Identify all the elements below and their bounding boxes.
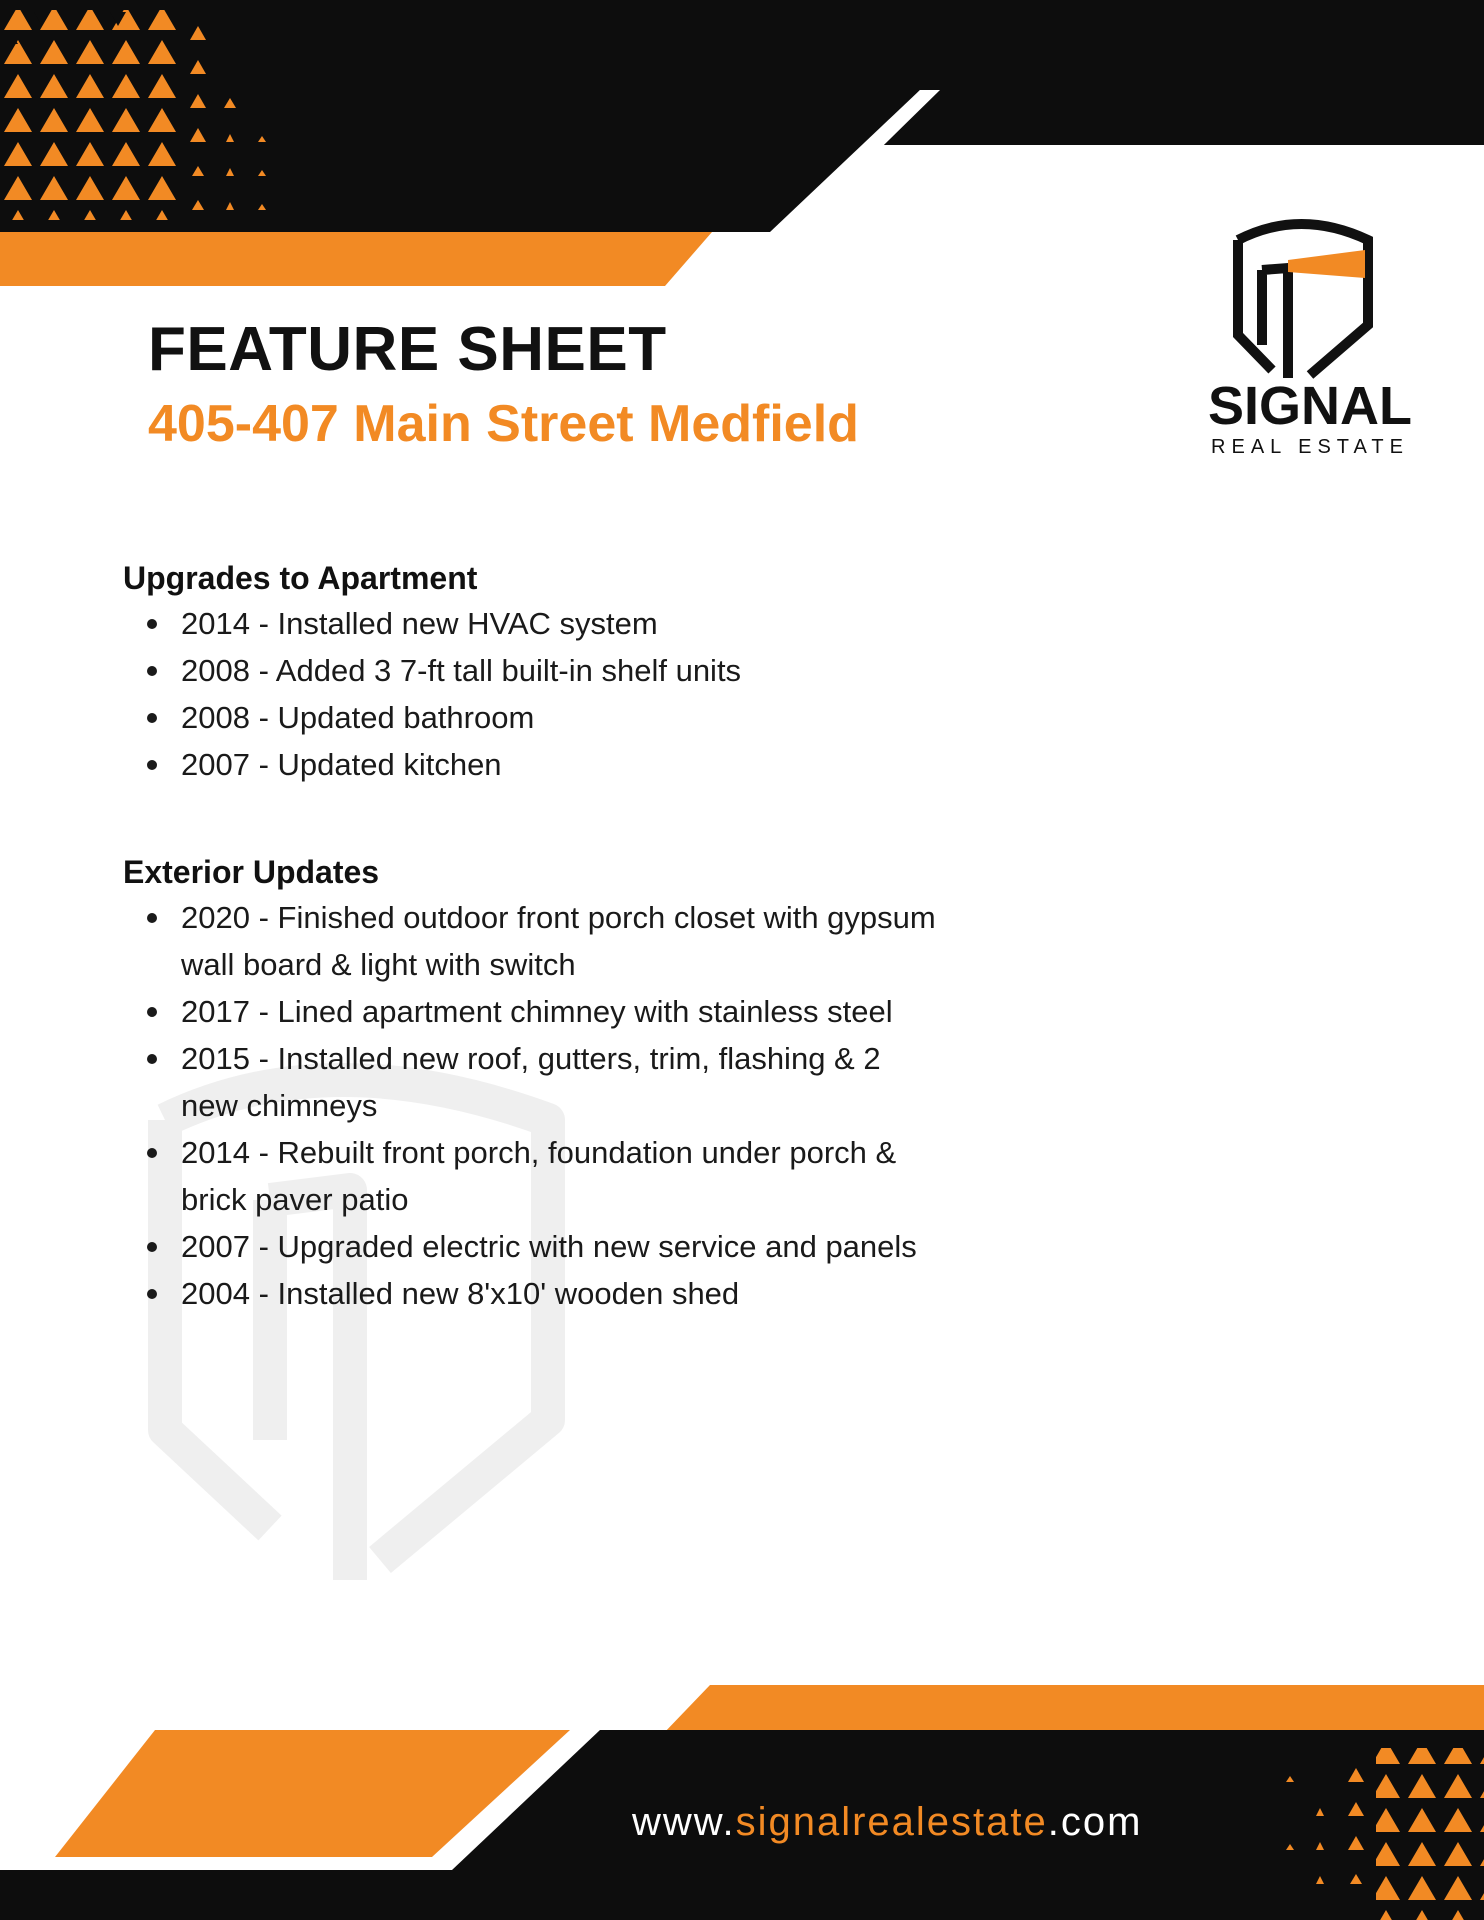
bullet-list (123, 600, 1023, 788)
signal-logo-icon (1190, 210, 1430, 380)
header-right-black-strip (880, 90, 1484, 145)
page-title: FEATURE SHEET (148, 315, 667, 384)
list-item: 2008 - Added 3 7-ft tall built-in shelf units (181, 647, 1023, 694)
list-item: 2017 - Lined apartment chimney with stainless steel (181, 988, 941, 1035)
list-item: 2015 - Installed new roof, gutters, trim, flashing & 2 new chimneys (181, 1035, 941, 1129)
section-apartment-upgrades (123, 556, 1023, 788)
url-domain: signalrealestate (735, 1800, 1048, 1844)
list-item: 2014 - Rebuilt front porch, foundation under porch & brick paver patio (181, 1129, 941, 1223)
url-suffix: .com (1047, 1800, 1143, 1844)
bullet-list (123, 894, 941, 1317)
url-prefix: www. (632, 1800, 736, 1844)
section-heading: Upgrades to Apartment (123, 560, 478, 596)
section-heading: Exterior Updates (123, 854, 380, 890)
logo-tagline: REAL ESTATE (1211, 436, 1409, 458)
list-item: 2008 - Updated bathroom (181, 694, 1023, 741)
list-item: 2007 - Updated kitchen (181, 741, 1023, 788)
header-orange-strip (0, 232, 712, 286)
list-item: 2007 - Upgraded electric with new service and panels (181, 1223, 941, 1270)
website-link[interactable] (632, 1800, 1172, 1845)
list-item: 2020 - Finished outdoor front porch closet with gypsum wall board & light with switch (181, 894, 941, 988)
footer-orange-strip-right (662, 1685, 1484, 1735)
list-item: 2014 - Installed new HVAC system (181, 600, 1023, 647)
list-item: 2004 - Installed new 8'x10' wooden shed (181, 1270, 941, 1317)
logo-wordmark: SIGNAL (1207, 376, 1412, 436)
company-logo (1190, 210, 1430, 470)
section-exterior-updates (123, 850, 1003, 1317)
property-address: 405-407 Main Street Medfield (148, 395, 859, 453)
